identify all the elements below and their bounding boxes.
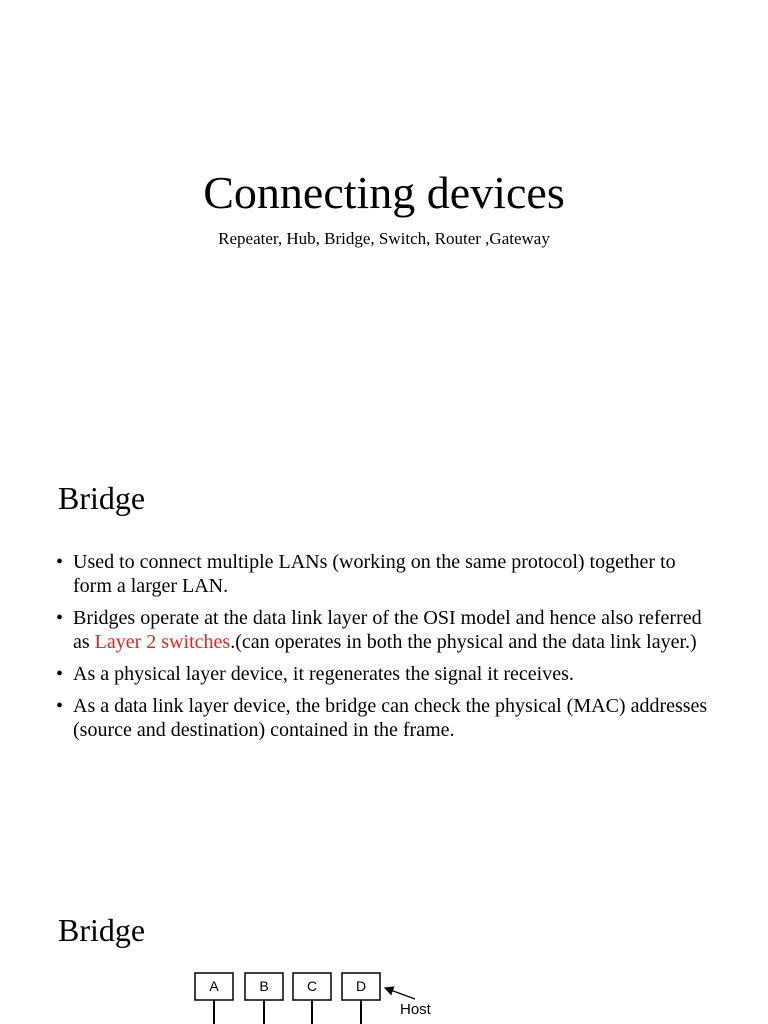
bridge-slide-diagram bbox=[0, 880, 768, 1024]
host-box-d bbox=[342, 973, 380, 1024]
host-label-d: D bbox=[355, 978, 367, 994]
bridge-diagram bbox=[190, 968, 460, 1024]
bullet-icon: • bbox=[56, 551, 64, 573]
title-slide bbox=[0, 0, 768, 440]
bullet-list bbox=[56, 550, 716, 750]
host-label-a: A bbox=[209, 978, 219, 994]
bullet-icon: • bbox=[56, 695, 64, 717]
host-caption: Host bbox=[400, 1001, 431, 1018]
bullet-item bbox=[56, 606, 716, 654]
slide-title: Connecting devices bbox=[203, 167, 565, 218]
bullet-icon: • bbox=[56, 607, 64, 629]
bullet-text: As a data link layer device, the bridge can check the physical (MAC) addresses (source and destination) contained in the frame. bbox=[73, 695, 708, 741]
bullet-item bbox=[56, 694, 716, 742]
bridge-diagram-svg bbox=[190, 968, 460, 1024]
bullet-item bbox=[56, 662, 716, 686]
bullet-text: Used to connect multiple LANs (working on the same protocol) together to form a larger LAN. bbox=[73, 551, 676, 597]
slide-subtitle: Repeater, Hub, Bridge, Switch, Router ,Gateway bbox=[218, 229, 550, 248]
host-arrow bbox=[385, 988, 415, 999]
host-label-b: B bbox=[259, 978, 269, 994]
bullet-icon: • bbox=[56, 663, 64, 685]
host-box-c bbox=[293, 973, 331, 1024]
host-box-a bbox=[195, 973, 233, 1024]
host-label-c: C bbox=[306, 978, 318, 994]
bullet-text: .(can operates in both the physical and the data link layer.) bbox=[230, 631, 697, 653]
highlighted-term: Layer 2 switches bbox=[94, 631, 231, 653]
bridge-slide-text bbox=[0, 440, 768, 880]
bullet-text: Bridges operate at the data link layer of the OSI model and hence also referred as bbox=[73, 607, 702, 653]
slide-heading: Bridge bbox=[58, 912, 146, 948]
bullet-item bbox=[56, 550, 716, 598]
host-box-b bbox=[245, 973, 283, 1024]
bullet-text: As a physical layer device, it regenerates the signal it receives. bbox=[73, 663, 574, 685]
slide-heading: Bridge bbox=[58, 480, 146, 516]
